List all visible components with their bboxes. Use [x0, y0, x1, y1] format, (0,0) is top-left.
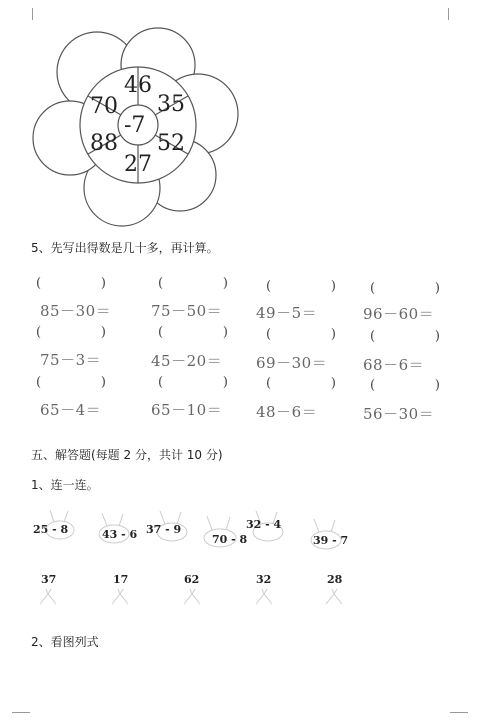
- flower-petal-number: 27: [124, 152, 152, 177]
- matching-expression[interactable]: 43 - 6: [102, 528, 138, 541]
- flower-petal-number: 46: [124, 73, 152, 98]
- question-1-title: 1、连一连。: [31, 478, 99, 492]
- crop-mark-bottom-left: [12, 712, 30, 723]
- flower-petal-number: 52: [157, 131, 185, 156]
- crop-mark-top-right: [448, 8, 459, 20]
- carrot-sketch-icon: [108, 588, 132, 608]
- section-five-title: 五、解答题(每题 2 分，共计 10 分): [31, 448, 223, 462]
- carrot-sketch-icon: [322, 588, 346, 608]
- subtraction-expression: 49－5＝: [256, 304, 318, 322]
- carrot-sketch-icon: [180, 588, 204, 608]
- subtraction-expression: 69－30＝: [256, 354, 328, 372]
- subtraction-expression: 65－10＝: [151, 401, 223, 419]
- flower-center-number: -7: [124, 113, 146, 138]
- crop-mark-bottom-right: [450, 712, 468, 723]
- matching-number[interactable]: 17: [113, 573, 129, 586]
- matching-expression[interactable]: 32 - 4: [246, 518, 282, 531]
- flower-petal-number: 35: [157, 92, 185, 117]
- subtraction-expression: 75－50＝: [151, 302, 223, 320]
- flower-petal-number: 88: [90, 131, 118, 156]
- flower-petal-number: 70: [90, 94, 118, 119]
- matching-expression[interactable]: 70 - 8: [212, 533, 248, 546]
- subtraction-expression: 96－60＝: [363, 305, 435, 323]
- subtraction-expression: 45－20＝: [151, 352, 223, 370]
- carrot-sketch-icon: [252, 588, 276, 608]
- matching-number[interactable]: 32: [256, 573, 272, 586]
- matching-number[interactable]: 37: [41, 573, 57, 586]
- question-5-title: 5、先写出得数是几十多，再计算。: [31, 241, 219, 255]
- matching-expression[interactable]: 25 - 8: [33, 523, 69, 536]
- subtraction-expression: 68－6＝: [363, 356, 425, 374]
- subtraction-expression: 56－30＝: [363, 405, 435, 423]
- carrot-sketch-icon: [36, 588, 60, 608]
- matching-expression[interactable]: 37 - 9: [146, 523, 182, 536]
- question-2-title: 2、看图列式: [31, 635, 99, 649]
- matching-number[interactable]: 62: [184, 573, 200, 586]
- matching-number[interactable]: 28: [327, 573, 343, 586]
- number-flower: [0, 0, 260, 230]
- matching-expression[interactable]: 39 - 7: [313, 534, 349, 547]
- subtraction-expression: 65－4＝: [40, 401, 102, 419]
- subtraction-expression: 48－6＝: [256, 403, 318, 421]
- subtraction-expression: 85－30＝: [40, 302, 112, 320]
- subtraction-expression: 75－3＝: [40, 351, 102, 369]
